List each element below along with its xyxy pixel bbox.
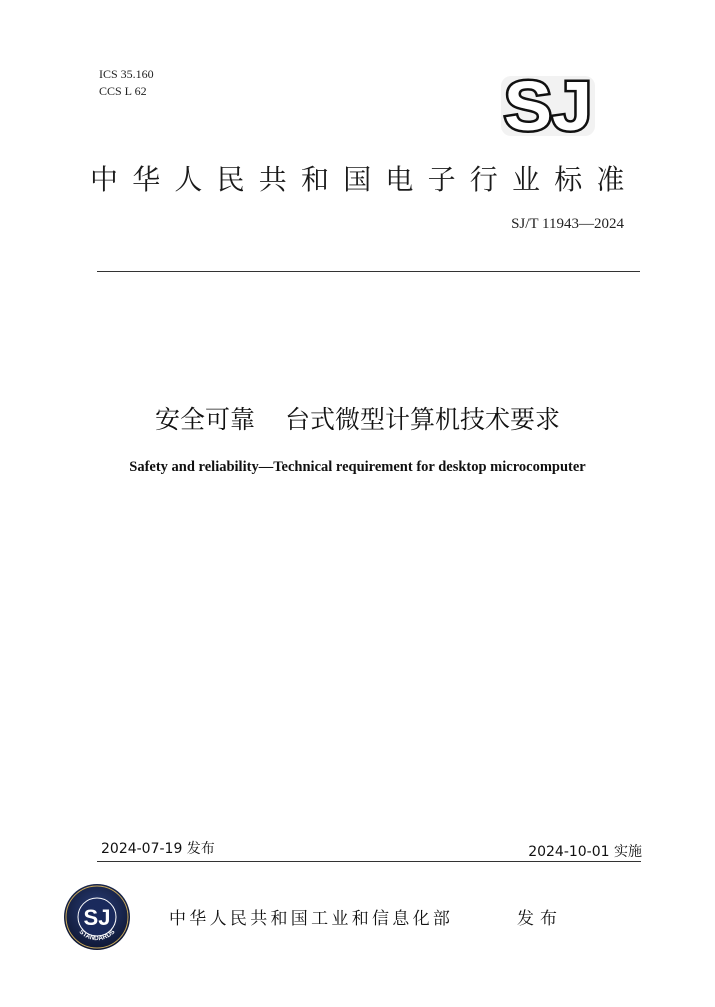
- seal-center-text: SJ: [83, 905, 111, 930]
- title-cn-part2: 台式微型计算机技术要求: [285, 405, 561, 434]
- ccs-code: CCS L 62: [99, 84, 147, 98]
- sj-standards-seal-icon: [63, 883, 131, 951]
- header-divider: [97, 271, 640, 272]
- ics-code: ICS 35.160: [99, 67, 154, 81]
- publisher-name: 中华人民共和国工业和信息化部: [169, 909, 454, 929]
- footer-divider: [97, 861, 641, 862]
- implementation-date: 2024-10-01 实施: [528, 844, 642, 860]
- standard-number: SJ/T 11943—2024: [511, 216, 624, 232]
- sj-standard-logo-icon: [497, 72, 599, 140]
- ministry-standard-title: 中华人民共和国电子行业标准: [90, 163, 639, 196]
- issue-date: 2024-07-19 发布: [101, 841, 215, 857]
- seal-ring-text: STANDARDS: [77, 928, 117, 943]
- logo-text: SJ: [504, 72, 592, 140]
- publisher-action: 发布: [517, 909, 563, 929]
- classification-codes: [99, 66, 154, 100]
- document-title-cn: [0, 400, 715, 436]
- title-cn-part1: 安全可靠: [154, 405, 255, 434]
- document-title-en: Safety and reliability—Technical requirement for desktop microcomputer: [129, 459, 586, 475]
